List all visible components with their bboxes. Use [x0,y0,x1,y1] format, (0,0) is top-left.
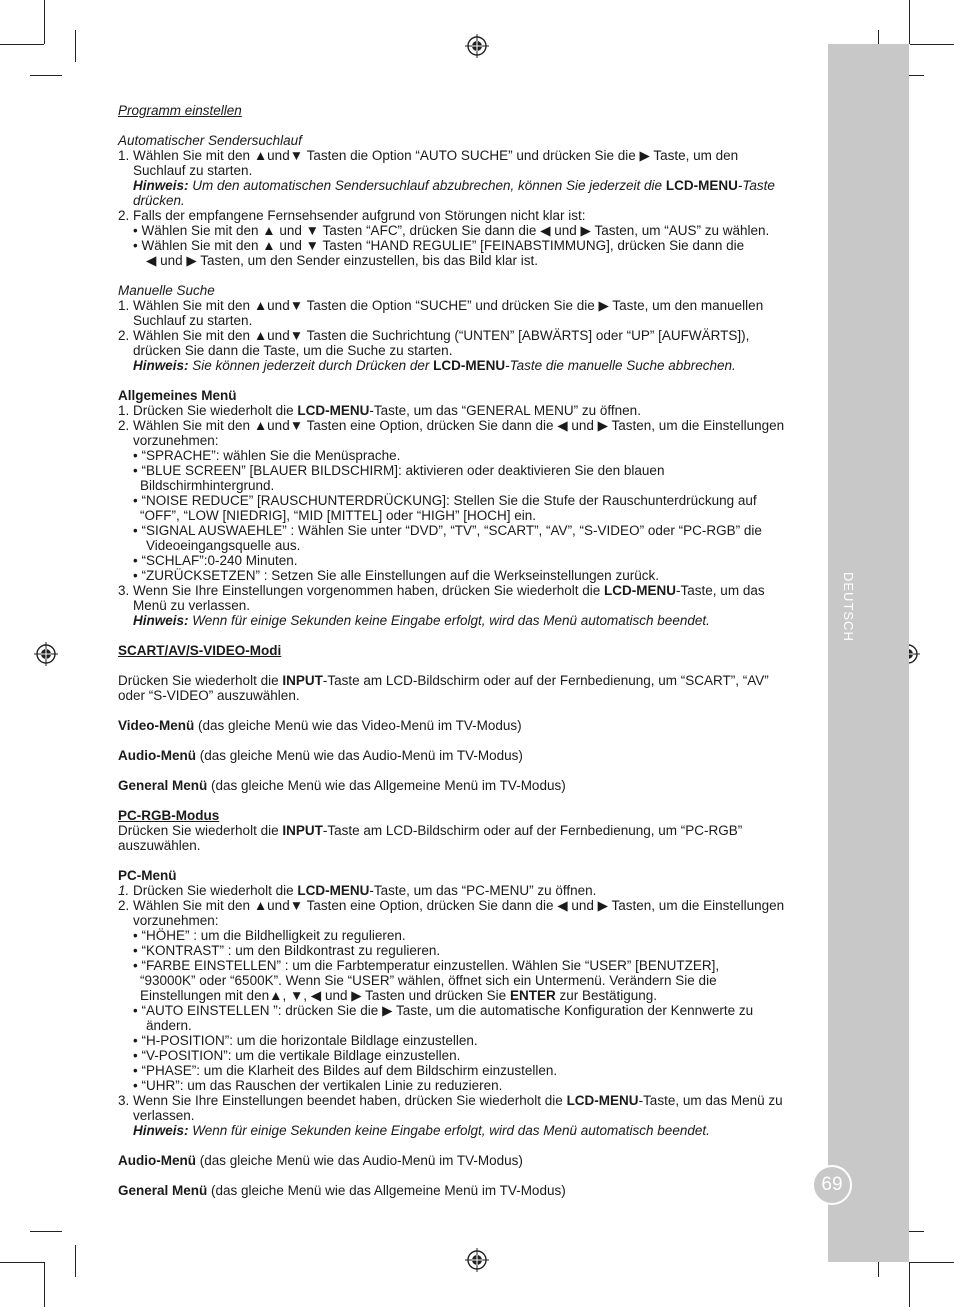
text-run: -Taste [737,178,775,193]
text-run: -Taste am LCD-Bildschirm oder auf der Fernbedienung, um “SCART”, “AV” [322,673,769,688]
text-run: 1. Drücken Sie wiederholt die [118,403,298,418]
text-run: auszuwählen. [118,838,201,853]
text-run: -Taste, um das [676,583,765,598]
text-run: • “V-POSITION”: um die vertikale Bildlage einzustellen. [133,1048,461,1063]
text-line [118,688,818,703]
text-line [118,838,818,853]
text-run: -Taste, um das Menü zu [638,1093,783,1108]
text-line [118,163,818,178]
text-run: “93000K” oder “6500K”. Wenn Sie “USER” wählen, öffnet sich ein Untermenü. Verändern Sie die [140,973,717,988]
text-run: • “FARBE EINSTELLEN” : um die Farbtemperatur einzustellen. Wählen Sie “USER” [BENUTZER], [133,958,720,973]
blank-line [118,1138,818,1153]
text-run: oder “S-VIDEO” auszuwählen. [118,688,300,703]
text-run: Audio-Menü [118,748,196,763]
blank-line [118,118,818,133]
text-line [118,583,818,598]
blank-line [118,793,818,808]
text-run: vorzunehmen: [133,913,219,928]
crop-mark [44,1262,45,1307]
language-label: DEUTSCH [841,572,856,642]
blank-line [118,373,818,388]
manual-text [118,103,818,1198]
text-line [118,238,818,253]
text-run: Drücken Sie wiederholt die [118,673,283,688]
text-line [118,148,818,163]
text-line [118,718,818,733]
text-run: Videoeingangsquelle aus. [146,538,301,553]
text-line [118,553,818,568]
text-line [118,568,818,583]
text-line [118,343,818,358]
text-line [118,868,818,883]
crop-mark [30,75,62,76]
text-run: (das gleiche Menü wie das Video-Menü im TV-Modus) [194,718,522,733]
text-line [118,808,818,823]
text-line [118,223,818,238]
text-run: PC-Menü [118,868,177,883]
text-run: 1. Wählen Sie mit den ▲und▼ Tasten die Option “AUTO SUCHE” und drücken Sie die ▶ Taste, um den [118,148,739,163]
text-line [118,643,818,658]
text-line [118,1003,818,1018]
text-line [118,1033,818,1048]
text-run: Hinweis: [133,1123,189,1138]
text-run: • “HÖHE” : um die Bildhelligkeit zu regulieren. [133,928,406,943]
text-run: • “SCHLAF”:0-240 Minuten. [133,553,298,568]
text-run: • “SIGNAL AUSWAEHLE” : Wählen Sie unter “DVD”, “TV”, “SCART”, “AV”, “S-VIDEO” oder “PC-RGB” die [133,523,762,538]
text-line [118,673,818,688]
text-line [118,538,818,553]
text-run: Menü zu verlassen. [133,598,251,613]
text-run: Allgemeines Menü [118,388,237,403]
text-run: 2. Wählen Sie mit den ▲und▼ Tasten eine Option, drücken Sie dann die ◀ und ▶ Tasten, um die Einstellungen [118,898,785,913]
crop-mark [910,44,954,45]
text-run: LCD-MENU [604,583,677,598]
text-run: Automatischer Sendersuchlauf [118,133,302,148]
registration-mark-icon [465,1248,489,1272]
text-line [118,898,818,913]
text-line [118,1153,818,1168]
text-line [118,523,818,538]
blank-line [118,658,818,673]
blank-line [118,763,818,778]
text-line [118,133,818,148]
blank-line [118,703,818,718]
text-run: -Taste am LCD-Bildschirm oder auf der Fernbedienung, um “PC-RGB” [322,823,743,838]
text-run: Bildschirmhintergrund. [140,478,275,493]
text-run: General Menü [118,1183,208,1198]
text-run: LCD-MENU [566,1093,639,1108]
text-line [118,1063,818,1078]
page-number: 69 [812,1165,852,1205]
crop-mark [75,30,76,62]
text-run: • “KONTRAST” : um den Bildkontrast zu regulieren. [133,943,441,958]
text-run: LCD-MENU [297,403,370,418]
text-line [118,433,818,448]
blank-line [118,1168,818,1183]
text-line [118,283,818,298]
text-run: • Wählen Sie mit den ▲ und ▼ Tasten “AFC”, drücken Sie dann die ◀ und ▶ Tasten, um “AUS” zu wählen. [133,223,770,238]
text-line [118,958,818,973]
text-run: • “SPRACHE”: wählen Sie die Menüsprache. [133,448,401,463]
text-run: Sie können jederzeit durch Drücken der [188,358,434,373]
text-line [118,313,818,328]
text-run: (das gleiche Menü wie das Audio-Menü im TV-Modus) [195,1153,523,1168]
crop-mark [75,1245,76,1277]
text-line [118,598,818,613]
text-run: Drücken Sie wiederholt die [129,883,298,898]
text-run: Um den automatischen Sendersuchlauf abzubrechen, können Sie jederzeit die [188,178,666,193]
text-run: 1. Wählen Sie mit den ▲und▼ Tasten die Option “SUCHE” und drücken Sie die ▶ Taste, um den manuellen [118,298,764,313]
text-run: General Menü [118,778,208,793]
text-run: (das gleiche Menü wie das Allgemeine Menü im TV-Modus) [207,1183,566,1198]
text-line [118,1093,818,1108]
text-line [118,508,818,523]
crop-mark [910,1262,954,1263]
text-line [118,1108,818,1123]
text-run: LCD-MENU [433,358,506,373]
text-run: Einstellungen mit den▲, ▼, ◀ und ▶ Tasten und drücken Sie [140,988,510,1003]
text-run: • “AUTO EINSTELLEN ”: drücken Sie die ▶ Taste, um die automatische Konfiguration der Kennwerte zu [133,1003,754,1018]
text-line [118,1123,818,1138]
text-run: • Wählen Sie mit den ▲ und ▼ Tasten “HAND REGULIE” [FEINABSTIMMUNG], drücken Sie dann die [133,238,745,253]
text-run: 3. Wenn Sie Ihre Einstellungen beendet haben, drücken Sie wiederholt die [118,1093,567,1108]
text-run: ändern. [146,1018,192,1033]
text-run: LCD-MENU [665,178,738,193]
text-run: drücken Sie dann die Taste, um die Suche zu starten. [133,343,453,358]
text-line [118,103,818,118]
text-run: Hinweis: [133,613,189,628]
text-run: • “ZURÜCKSETZEN” : Setzen Sie alle Einstellungen auf die Werkseinstellungen zurück. [133,568,659,583]
text-run: vorzunehmen: [133,433,219,448]
text-run: -Taste, um das “PC-MENU” zu öffnen. [369,883,597,898]
text-run: PC-RGB-Modus [118,808,220,823]
text-run: Audio-Menü [118,1153,196,1168]
text-line [118,1048,818,1063]
text-line [118,493,818,508]
text-line [118,178,818,193]
text-line [118,883,818,898]
text-run: 1. [118,883,130,898]
crop-mark [0,44,44,45]
text-run: INPUT [282,823,323,838]
text-run: Hinweis: [133,358,189,373]
text-run: • “NOISE REDUCE” [RAUSCHUNTERDRÜCKUNG]: Stellen Sie die Stufe der Rauschunterdrückung auf [133,493,757,508]
text-run: 2. Wählen Sie mit den ▲und▼ Tasten die Suchrichtung (“UNTEN” [ABWÄRTS] oder “UP” [AUFWÄRTS]), [118,328,750,343]
text-line [118,928,818,943]
text-line [118,388,818,403]
crop-mark [909,0,910,44]
text-line [118,448,818,463]
text-run: Programm einstellen [118,103,242,118]
text-line [118,328,818,343]
registration-mark-icon [34,642,58,666]
text-run: 3. Wenn Sie Ihre Einstellungen vorgenommen haben, drücken Sie wiederholt die [118,583,605,598]
blank-line [118,733,818,748]
text-run: Hinweis: [133,178,189,193]
text-line [118,208,818,223]
text-run: Suchlauf zu starten. [133,163,253,178]
text-line [118,253,818,268]
crop-mark [44,0,45,44]
text-line [118,478,818,493]
text-line [118,943,818,958]
text-run: -Taste die manuelle Suche abbrechen. [505,358,736,373]
text-line [118,463,818,478]
text-line [118,1078,818,1093]
text-run: (das gleiche Menü wie das Allgemeine Menü im TV-Modus) [207,778,566,793]
text-run: Wenn für einige Sekunden keine Eingabe erfolgt, wird das Menü automatisch beendet. [188,1123,710,1138]
blank-line [118,268,818,283]
text-line [118,193,818,208]
language-sidebar [828,44,909,1262]
text-line [118,403,818,418]
text-line [118,298,818,313]
crop-mark [0,1262,44,1263]
text-run: • “PHASE”: um die Klarheit des Bildes auf dem Bildschirm einzustellen. [133,1063,558,1078]
text-run: verlassen. [133,1108,195,1123]
text-run: zur Bestätigung. [555,988,658,1003]
text-run: Suchlauf zu starten. [133,313,253,328]
text-run: ENTER [509,988,556,1003]
text-run: • “UHR”: um das Rauschen der vertikalen Linie zu reduzieren. [133,1078,503,1093]
text-run: • “H-POSITION”: um die horizontale Bildlage einzustellen. [133,1033,478,1048]
blank-line [118,628,818,643]
text-line [118,1183,818,1198]
crop-mark [30,1231,62,1232]
text-line [118,418,818,433]
text-run: ◀ und ▶ Tasten, um den Sender einzustellen, bis das Bild klar ist. [146,253,538,268]
text-run: “OFF”, “LOW [NIEDRIG], “MID [MITTEL] oder “HIGH” [HOCH] ein. [140,508,537,523]
text-run: (das gleiche Menü wie das Audio-Menü im TV-Modus) [195,748,523,763]
text-run: 2. Wählen Sie mit den ▲und▼ Tasten eine Option, drücken Sie dann die ◀ und ▶ Tasten, um die Einstellungen [118,418,785,433]
text-line [118,988,818,1003]
text-line [118,973,818,988]
text-run: SCART/AV/S-VIDEO-Modi [118,643,282,658]
text-run: LCD-MENU [297,883,370,898]
text-run: • “BLUE SCREEN” [BLAUER BILDSCHIRM]: aktivieren oder deaktivieren Sie den blauen [133,463,665,478]
text-run: Manuelle Suche [118,283,215,298]
text-line [118,778,818,793]
text-run: Video-Menü [118,718,195,733]
text-run: Drücken Sie wiederholt die [118,823,283,838]
text-run: INPUT [282,673,323,688]
text-line [118,613,818,628]
text-line [118,913,818,928]
registration-mark-icon [465,34,489,58]
text-run: 2. Falls der empfangene Fernsehsender aufgrund von Störungen nicht klar ist: [118,208,586,223]
text-line [118,823,818,838]
crop-mark [909,1262,910,1307]
text-run: -Taste, um das “GENERAL MENU” zu öffnen. [369,403,641,418]
text-run: Wenn für einige Sekunden keine Eingabe erfolgt, wird das Menü automatisch beendet. [188,613,710,628]
text-run: drücken. [133,193,185,208]
text-line [118,748,818,763]
text-line [118,1018,818,1033]
blank-line [118,853,818,868]
text-line [118,358,818,373]
